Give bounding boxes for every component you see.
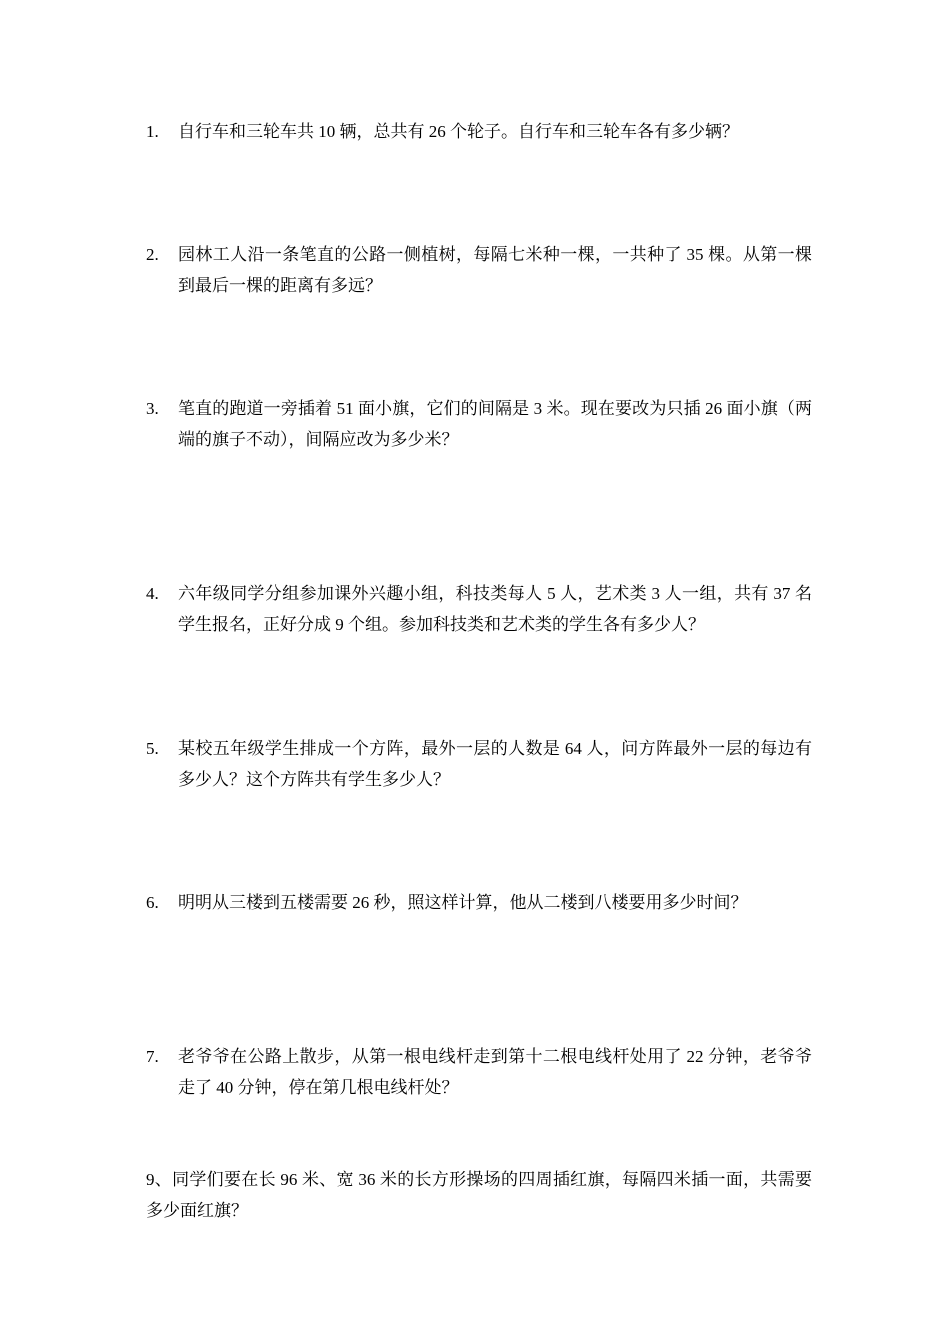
question-1 [146, 116, 812, 147]
question-5 [146, 733, 812, 795]
question-number: 4. [146, 584, 159, 603]
question-number: 3. [146, 399, 159, 418]
question-number: 7. [146, 1047, 159, 1066]
question-text: 六年级同学分组参加课外兴趣小组，科技类每人 5 人，艺术类 3 人一组，共有 37 名学生报名，正好分成 9 个组。参加科技类和艺术类的学生各有多少人？ [178, 584, 812, 634]
question-text: 老爷爷在公路上散步，从第一根电线杆走到第十二根电线杆处用了 22 分钟，老爷爷走了 40 分钟，停在第几根电线杆处？ [178, 1047, 812, 1097]
question-number: 1. [146, 122, 159, 141]
question-4 [146, 578, 812, 640]
question-text: 笔直的跑道一旁插着 51 面小旗，它们的间隔是 3 米。现在要改为只插 26 面小旗（两端的旗子不动），间隔应改为多少米？ [178, 399, 812, 449]
question-text: 自行车和三轮车共 10 辆，总共有 26 个轮子。自行车和三轮车各有多少辆？ [178, 122, 739, 141]
question-number: 2. [146, 245, 159, 264]
question-7 [146, 1041, 812, 1103]
question-2 [146, 239, 812, 301]
question-3 [146, 393, 812, 455]
question-text: 某校五年级学生排成一个方阵，最外一层的人数是 64 人，问方阵最外一层的每边有多少人？这个方阵共有学生多少人？ [178, 739, 812, 789]
question-9: 9、同学们要在长 96 米、宽 36 米的长方形操场的四周插红旗，每隔四米插一面，共需要多少面红旗？ [146, 1170, 812, 1220]
question-number: 5. [146, 739, 159, 758]
question-6 [146, 887, 812, 918]
question-number: 6. [146, 893, 159, 912]
question-text: 明明从三楼到五楼需要 26 秒，照这样计算，他从二楼到八楼要用多少时间？ [178, 893, 748, 912]
question-text: 园林工人沿一条笔直的公路一侧植树，每隔七米种一棵，一共种了 35 棵。从第一棵到最后一棵的距离有多远？ [178, 245, 812, 295]
